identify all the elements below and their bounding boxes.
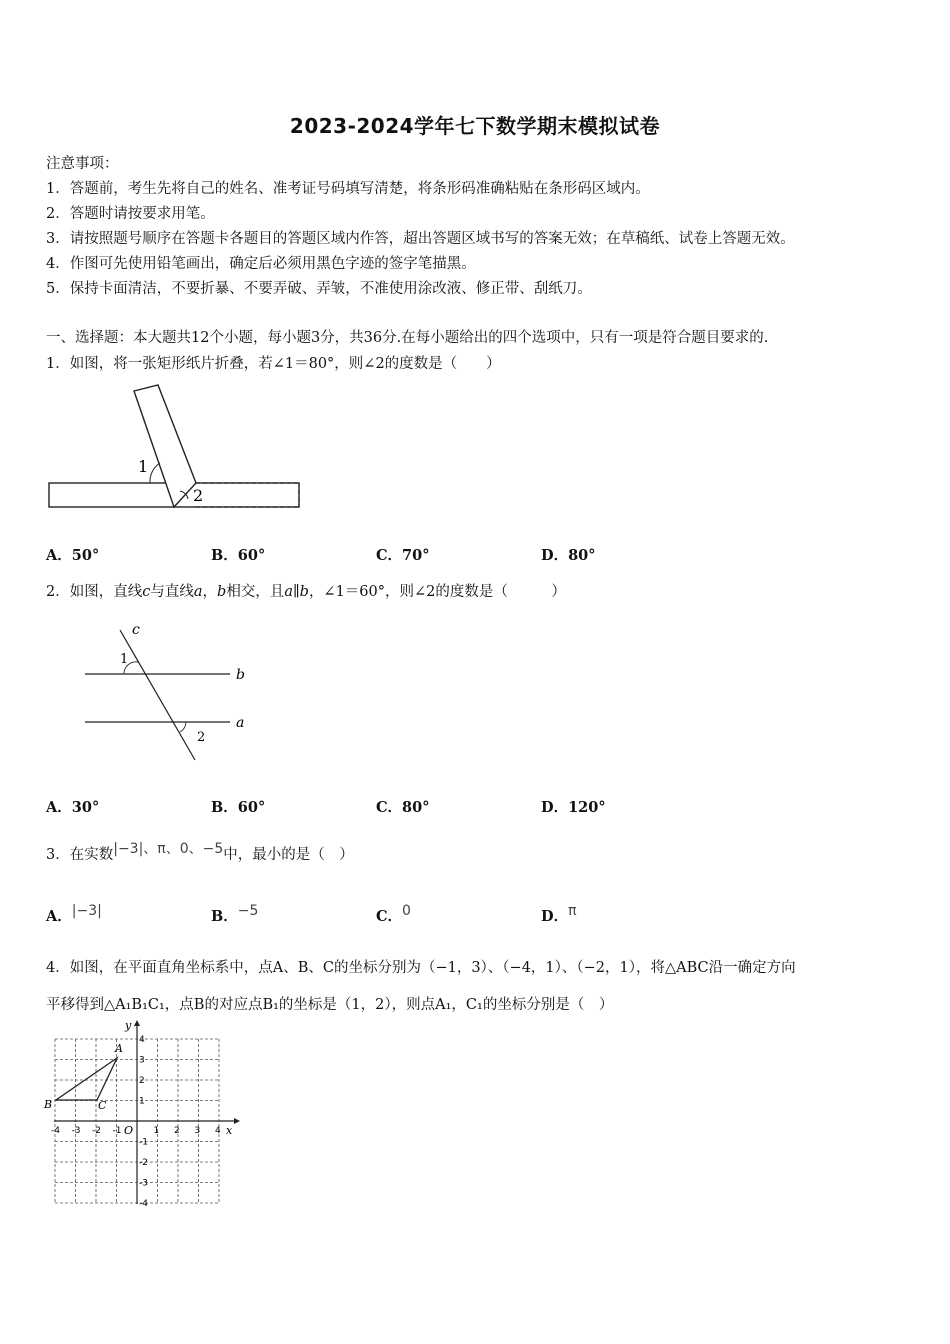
- q3-option-a[interactable]: A．|−3|: [46, 903, 102, 925]
- x-tick-label: 1: [153, 1126, 160, 1136]
- angle-2-label: 2: [197, 730, 206, 745]
- y-tick-label: 1: [139, 1096, 145, 1107]
- angle-1-label: 1: [138, 457, 149, 476]
- notice-item-5: 5．保持卡面清洁，不要折暴、不要弄破、弄皱，不准使用涂改液、修正带、刮纸刀。: [46, 281, 592, 297]
- x-tick-label: 2: [174, 1126, 180, 1136]
- x-tick-label: -1: [112, 1126, 122, 1136]
- notice-item-3: 3．请按照题号顺序在答题卡各题目的答题区域内作答，超出答题区域书写的答案无效；在草稿纸、试卷上答题无效。: [46, 231, 795, 247]
- y-tick-label: 3: [139, 1055, 145, 1066]
- q1-option-d[interactable]: D．80°: [541, 547, 596, 564]
- question-2-stem: 2．如图，直线c与直线a，b相交，且a∥b，∠1＝60°，则∠2的度数是（ ）: [46, 584, 566, 600]
- y-tick-label: -4: [139, 1199, 148, 1209]
- line-a-label: a: [236, 715, 245, 731]
- exam-title: 2023-2024学年七下数学期末模拟试卷: [289, 114, 661, 138]
- x-axis-label: x: [226, 1124, 233, 1137]
- q3-option-c[interactable]: C．0: [376, 903, 411, 925]
- y-axis-label: y: [125, 1019, 132, 1032]
- q2-option-a[interactable]: A．30°: [46, 799, 100, 816]
- question-4-coordinate-grid: [42, 1018, 242, 1208]
- notice-item-4: 4．作图可先使用铅笔画出，确定后必须用黑色字迹的签字笔描黑。: [46, 256, 476, 272]
- x-tick-label: -3: [71, 1126, 81, 1136]
- line-b-label: b: [236, 667, 245, 683]
- q2-option-d[interactable]: D．120°: [541, 799, 606, 816]
- q1-option-b[interactable]: B．60°: [211, 547, 266, 564]
- question-1-figure: [46, 385, 306, 515]
- question-1-stem: 1．如图，将一张矩形纸片折叠，若∠1＝80°，则∠2的度数是（ ）: [46, 356, 501, 372]
- x-tick-label: 4: [215, 1126, 221, 1136]
- notice-item-2: 2．答题时请按要求用笔。: [46, 206, 215, 222]
- point-b-label: B: [44, 1098, 53, 1111]
- x-tick-label: 3: [194, 1126, 201, 1136]
- point-a-label: A: [115, 1042, 123, 1055]
- angle-2-label: 2: [193, 486, 204, 505]
- point-c-label: C: [98, 1099, 107, 1112]
- triangle-abc: [56, 1058, 117, 1100]
- line-c: [120, 630, 195, 760]
- question-4-stem-line-2: 平移得到△A₁B₁C₁，点B的对应点B₁的坐标是（1，2），则点A₁，C₁的坐标分别是（ ）: [46, 997, 614, 1013]
- q3-numbers: |−3|、π、0、−5: [113, 841, 224, 857]
- y-tick-label: -3: [139, 1178, 148, 1189]
- q3-option-b[interactable]: B．−5: [211, 903, 259, 925]
- q1-option-a[interactable]: A．50°: [46, 547, 100, 564]
- q2-option-b[interactable]: B．60°: [211, 799, 266, 816]
- y-tick-label: -2: [139, 1158, 148, 1168]
- y-tick-label: -1: [139, 1137, 148, 1148]
- origin-label: O: [124, 1124, 134, 1137]
- line-c-label: c: [132, 622, 140, 638]
- question-2-figure: [80, 620, 260, 770]
- y-tick-label: 2: [139, 1076, 145, 1086]
- notice-item-1: 1．答题前，考生先将自己的姓名、准考证号码填写清楚，将条形码准确粘贴在条形码区域内。: [46, 181, 650, 197]
- question-3-stem: 3．在实数|−3|、π、0、−5中，最小的是（ ）: [46, 841, 354, 863]
- question-4-stem-line-1: 4．如图，在平面直角坐标系中，点A、B、C的坐标分别为（−1，3）、（−4，1）、（−2，1），将△ABC沿一确定方向: [46, 960, 796, 976]
- y-tick-label: 4: [139, 1035, 145, 1045]
- section-heading: 一、选择题：本大题共12个小题，每小题3分，共36分.在每小题给出的四个选项中，只有一项是符合题目要求的.: [46, 330, 769, 346]
- notice-heading: 注意事项：: [46, 156, 119, 172]
- q2-option-c[interactable]: C．80°: [376, 799, 430, 816]
- x-tick-label: -2: [92, 1126, 101, 1136]
- angle-1-label: 1: [120, 652, 129, 667]
- x-tick-label: -4: [51, 1126, 60, 1136]
- folded-strip: [134, 385, 196, 507]
- q1-option-c[interactable]: C．70°: [376, 547, 430, 564]
- q3-option-d[interactable]: D．π: [541, 903, 577, 925]
